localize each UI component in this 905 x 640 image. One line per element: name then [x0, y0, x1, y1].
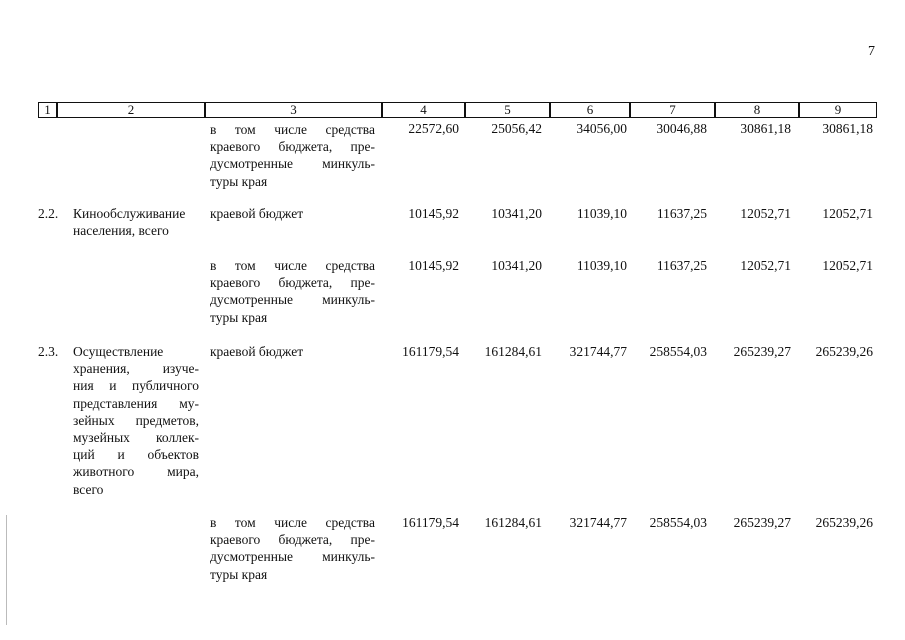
cell-value: 321744,77: [569, 344, 627, 359]
cell-value: 321744,77: [569, 515, 627, 530]
cell-value: 265239,26: [815, 344, 873, 359]
cell-value: 34056,00: [576, 121, 627, 136]
cell-value: 161179,54: [402, 515, 459, 530]
cell-value: 22572,60: [408, 121, 459, 136]
row-source: в том числе средства краевого бюджета, пре- дусмотренные минкуль- туры края: [210, 258, 375, 325]
row-source: в том числе средства краевого бюджета, пре- дусмотренные минкуль- туры края: [210, 515, 375, 582]
row-number: 2.3.: [38, 344, 59, 359]
cell-value: 11637,25: [656, 258, 707, 273]
cell-value: 265239,27: [733, 344, 791, 359]
cell-value: 11637,25: [656, 206, 707, 221]
cell-value: 265239,26: [815, 515, 873, 530]
row-name: Кинообслуживание населения, всего: [73, 206, 186, 239]
cell-value: 161284,61: [484, 344, 542, 359]
cell-value: 12052,71: [822, 206, 873, 221]
cell-value: 161179,54: [402, 344, 459, 359]
header-col-9: 9: [799, 102, 877, 118]
scan-margin-line: [6, 515, 7, 625]
cell-value: 11039,10: [576, 258, 627, 273]
header-col-2: 2: [57, 102, 205, 118]
page-number: 7: [868, 44, 875, 59]
cell-value: 161284,61: [484, 515, 542, 530]
cell-value: 11039,10: [576, 206, 627, 221]
cell-value: 10341,20: [491, 206, 542, 221]
row-number: 2.2.: [38, 206, 59, 221]
cell-value: 12052,71: [822, 258, 873, 273]
header-col-5: 5: [465, 102, 550, 118]
header-col-4: 4: [382, 102, 465, 118]
cell-value: 265239,27: [733, 515, 791, 530]
cell-value: 25056,42: [491, 121, 542, 136]
cell-value: 30861,18: [822, 121, 873, 136]
header-col-7: 7: [630, 102, 715, 118]
cell-value: 258554,03: [649, 515, 707, 530]
header-col-3: 3: [205, 102, 382, 118]
row-source: краевой бюджет: [210, 344, 304, 359]
cell-value: 10145,92: [408, 258, 459, 273]
cell-value: 258554,03: [649, 344, 707, 359]
header-col-1: 1: [38, 102, 57, 118]
cell-value: 12052,71: [740, 206, 791, 221]
cell-value: 10341,20: [491, 258, 542, 273]
row-source: краевой бюджет: [210, 206, 304, 221]
cell-value: 12052,71: [740, 258, 791, 273]
header-col-6: 6: [550, 102, 630, 118]
row-name: Осуществление хранения, изуче- ния и публичного представления му- зейных предметов, музейных коллек- ций и объектов животного мира, всего: [73, 344, 199, 497]
cell-value: 10145,92: [408, 206, 459, 221]
header-col-8: 8: [715, 102, 799, 118]
row-continuation-source: в том числе средства краевого бюджета, пре- дусмотренные минкуль- туры края: [210, 122, 375, 189]
cell-value: 30861,18: [740, 121, 791, 136]
cell-value: 30046,88: [656, 121, 707, 136]
